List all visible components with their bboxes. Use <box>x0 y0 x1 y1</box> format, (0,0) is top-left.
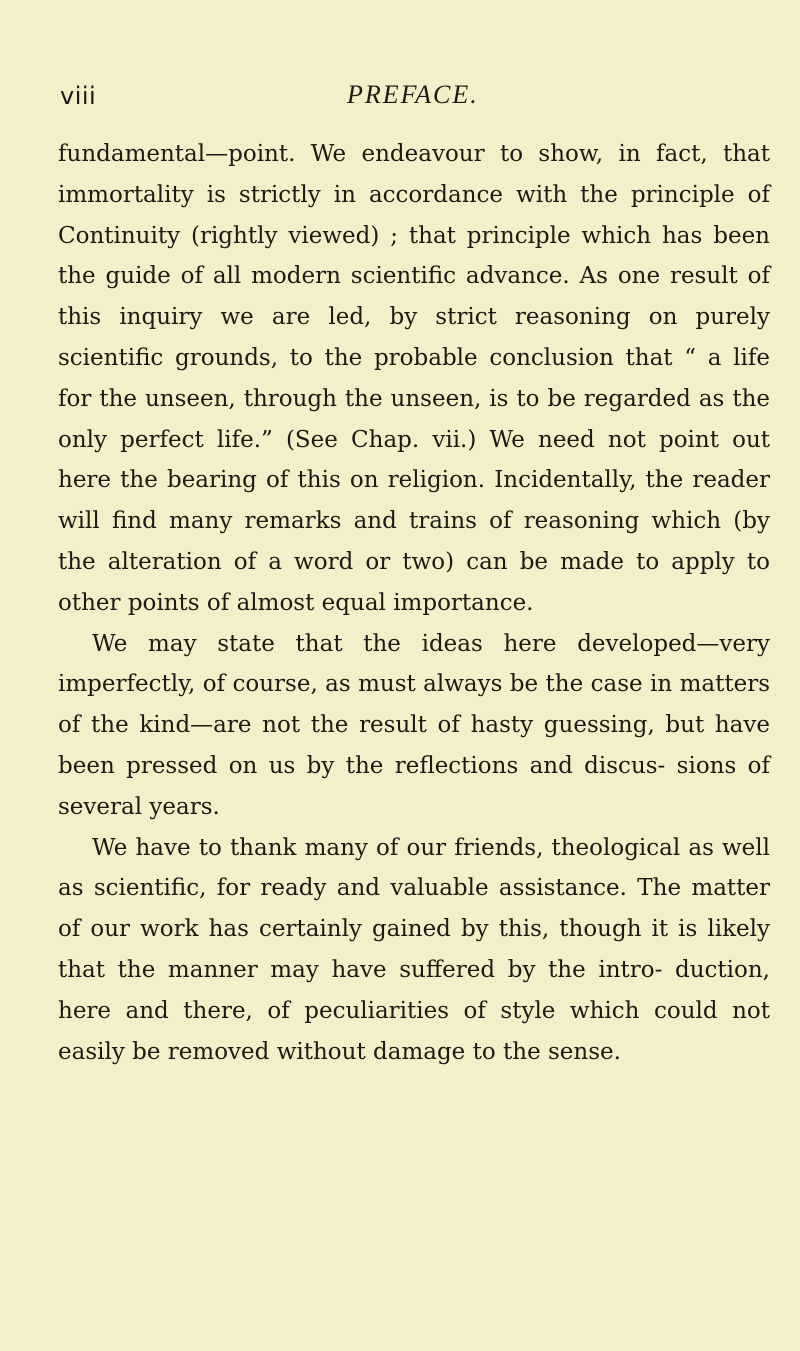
paragraph-1: fundamental—point. We endeavour to show, in fact, that immortality is strictly in accordance with the principle of Continuity (rightly viewed) ; that principle which has been the guide of all modern scientific advance. As one result of this inquiry we are led, by strict reasoning on purely scientific grounds, to the probable conclusion that “ a life for the unseen, through the unseen, is to be regarded as the only perfect life.” (See Chap. vii.) We need not point out here the bearing of this on religion. Incidentally, the reader will find many remarks and trains of reasoning which (by the alteration of a word or two) can be made to apply to other points of almost equal importance. <box>58 141 770 616</box>
page-header <box>60 78 740 118</box>
paragraph-2: We may state that the ideas here developed—very imperfectly, of course, as must always be the case in matters of the kind—are not the result of hasty guessing, but have been pressed on us by the reflections and discus- sions of several years. <box>58 630 770 820</box>
paragraph-3: We have to thank many of our friends, theological as well as scientific, for ready and valuable assistance. The matter of our work has certainly gained by this, though it is likely that the manner may have suffered by the intro- duction, here and there, of peculiarities of style which could not easily be removed without damage to the sense. <box>58 834 770 1065</box>
body-text <box>58 134 770 1072</box>
running-head: PREFACE. <box>347 80 479 109</box>
page-number: viii <box>60 82 97 110</box>
